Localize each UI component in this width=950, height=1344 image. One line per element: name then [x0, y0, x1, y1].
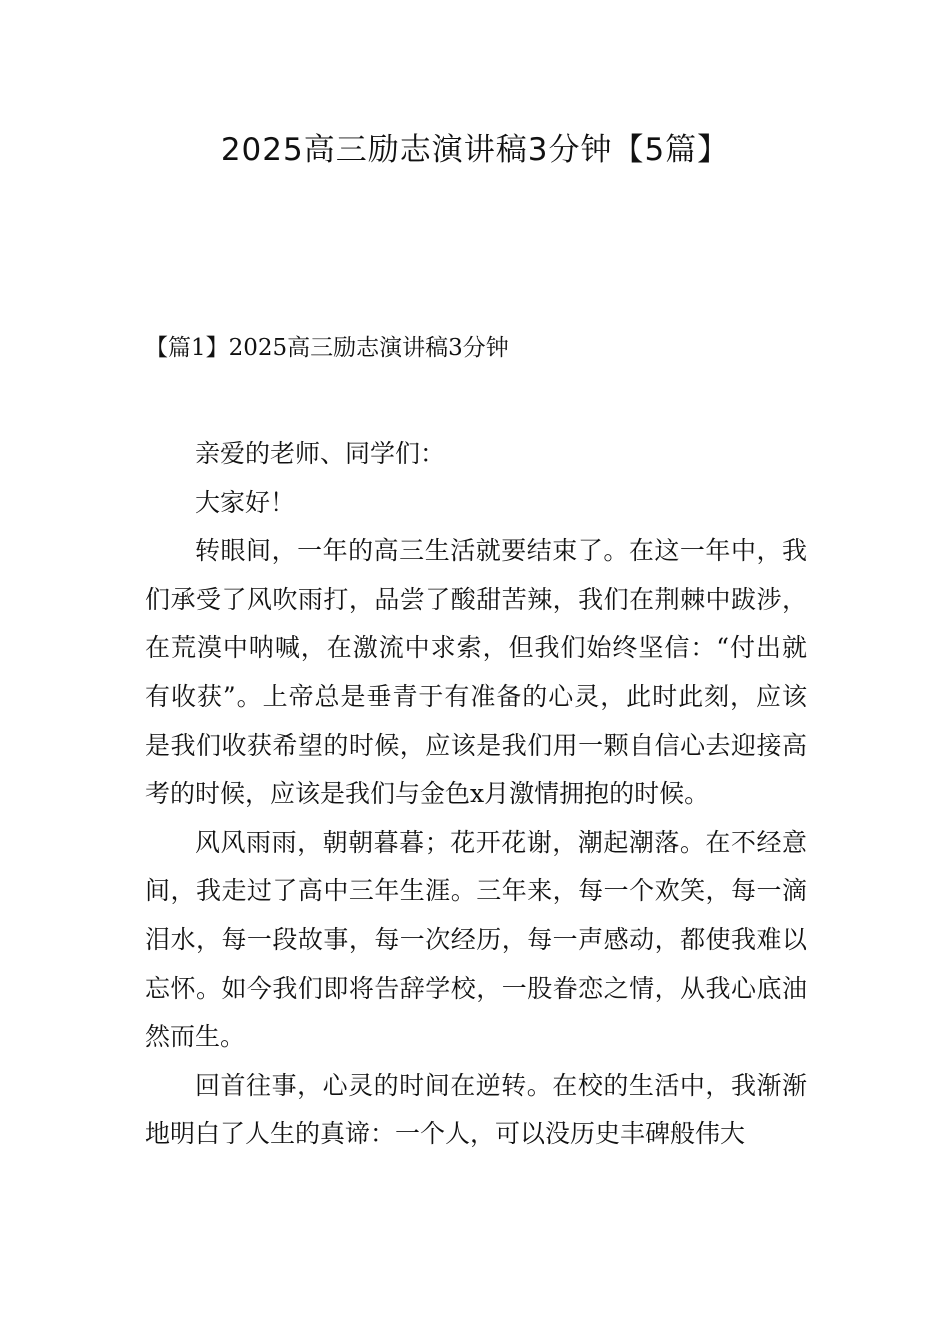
document-title: 2025高三励志演讲稿3分钟【5篇】: [220, 132, 730, 168]
paragraph: 转眼间，一年的高三生活就要结束了。在这一年中，我们承受了风吹雨打，品尝了酸甜苦辣，我们在荆棘中跋涉，在荒漠中呐喊，在激流中求索，但我们始终坚信：“付出就有收获”。上帝总是垂青于有准备的心灵，此时此刻，应该是我们收获希望的时候，应该是我们用一颗自信心去迎接高考的时候，应该是我们与金色x月激情拥抱的时候。: [145, 536, 807, 809]
body-text: [145, 430, 807, 1159]
paragraph: 回首往事，心灵的时间在逆转。在校的生活中，我渐渐地明白了人生的真谛：一个人，可以没历史丰碑般伟大: [145, 1070, 807, 1149]
paragraph: 风风雨雨，朝朝暮暮；花开花谢，潮起潮落。在不经意间，我走过了高中三年生涯。三年来，每一个欢笑，每一滴泪水，每一段故事，每一次经历，每一声感动，都使我难以忘怀。如今我们即将告辞学校，一股眷恋之情，从我心底油然而生。: [145, 827, 807, 1052]
paragraph-hello: 大家好！: [195, 487, 296, 517]
paragraph-greeting: 亲爱的老师、同学们：: [195, 439, 446, 468]
section-heading: 【篇1】2025高三励志演讲稿3分钟: [145, 335, 509, 361]
